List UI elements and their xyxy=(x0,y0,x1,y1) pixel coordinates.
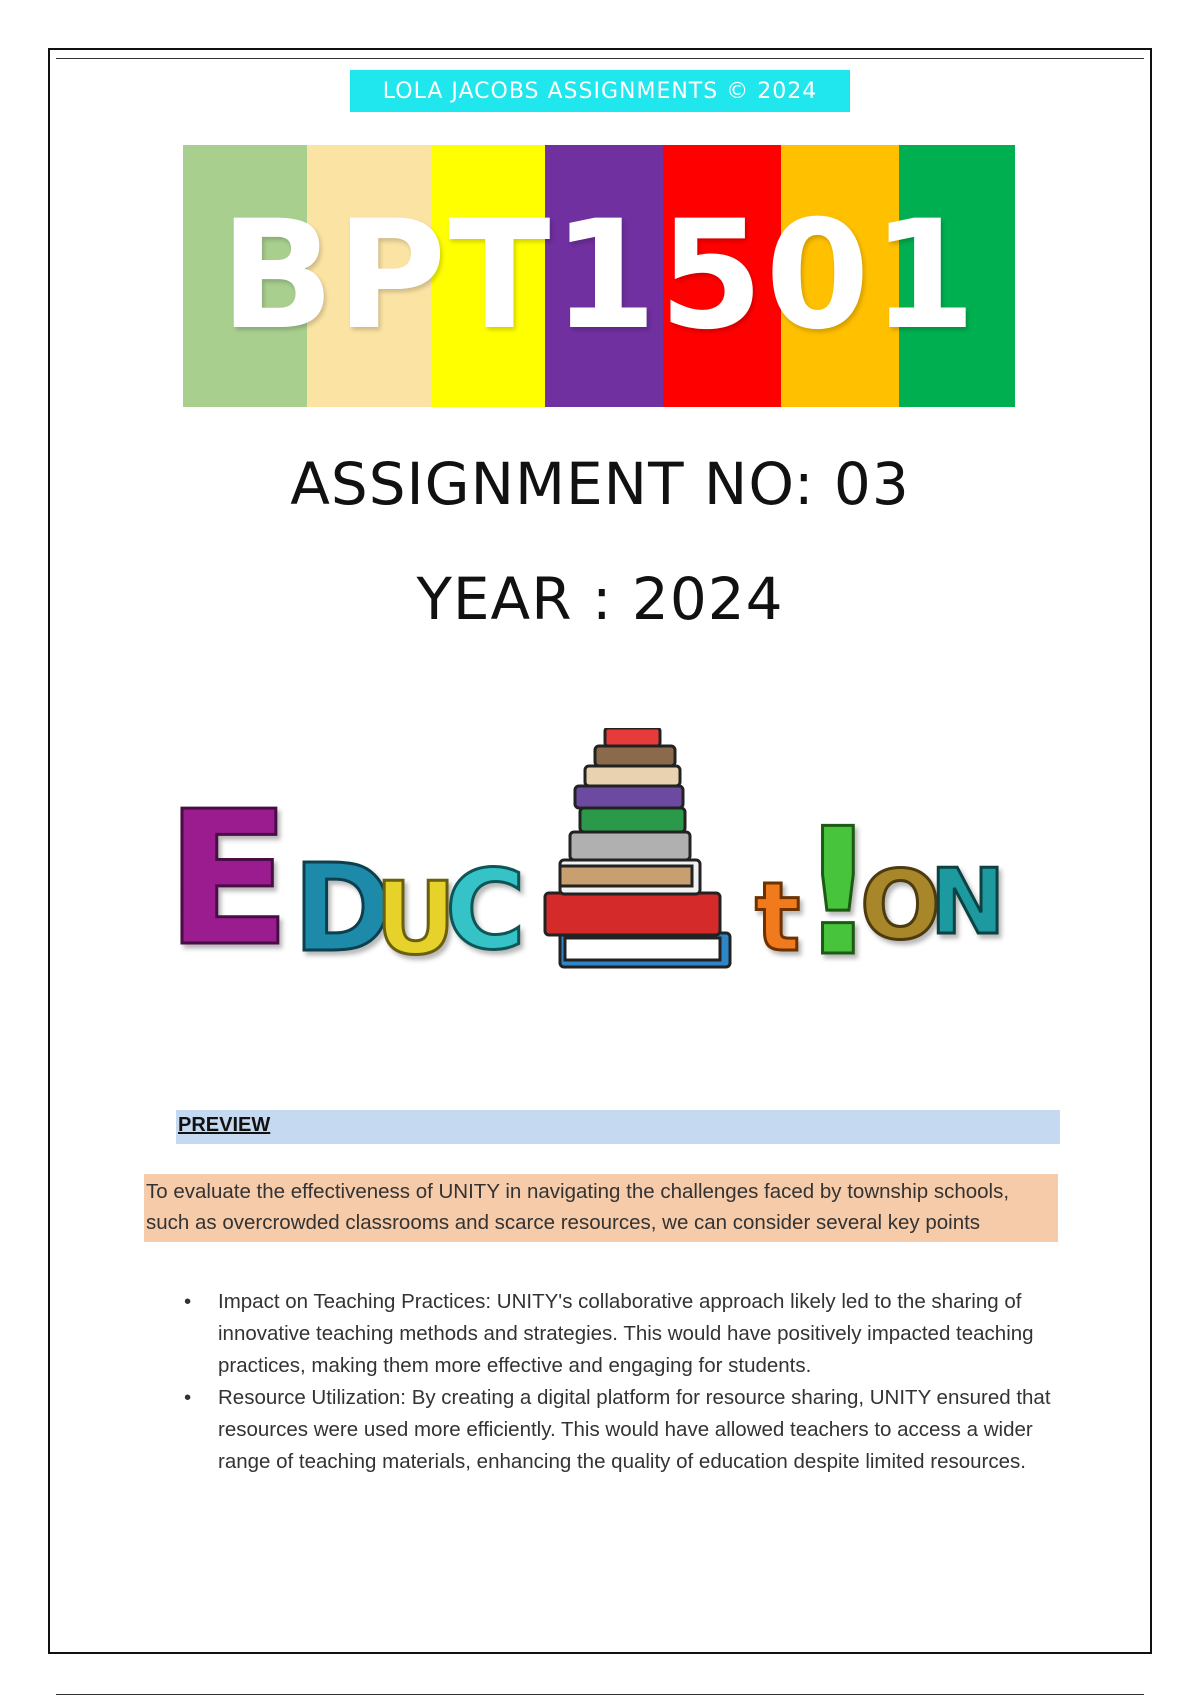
bottom-rule xyxy=(56,1694,1144,1695)
art-letter: N xyxy=(930,850,1006,955)
art-letter: E xyxy=(165,771,292,987)
preview-heading: PREVIEW xyxy=(178,1114,271,1136)
list-item xyxy=(176,1382,1066,1478)
art-letter: ! xyxy=(798,792,878,995)
bullet-text: Impact on Teaching Practices: UNITY's collaborative approach likely led to the sharing of innovative teaching methods and strategies. This would have positively impacted teaching practices, making them more effective and engaging for students. xyxy=(218,1290,1034,1377)
course-code: BPT1501 xyxy=(219,189,979,363)
art-letter: t xyxy=(755,863,801,973)
course-code-banner xyxy=(183,145,1015,407)
assignment-year: YEAR : 2024 xyxy=(416,565,784,633)
book-stack-icon xyxy=(545,728,730,967)
preview-heading-bar xyxy=(176,1110,1060,1144)
top-rule xyxy=(56,58,1144,59)
assignment-number: ASSIGNMENT NO: 03 xyxy=(290,450,910,518)
intro-paragraph: To evaluate the effectiveness of UNITY in navigating the challenges faced by township schools, such as overcrowded classrooms and scarce resources, we can consider several key points xyxy=(144,1174,1058,1242)
art-letter: O xyxy=(860,851,941,961)
art-letter: D xyxy=(293,840,393,979)
bullet-text: Resource Utilization: By creating a digital platform for resource sharing, UNITY ensured that resources were used more efficiently. This would have allowed teachers to access a wider range of teaching materials, enhancing the quality of education despite limited resources. xyxy=(218,1386,1051,1473)
bullet-dot: • xyxy=(184,1386,192,1409)
bullet-dot: • xyxy=(184,1290,192,1313)
art-letter: U xyxy=(375,860,457,977)
education-clipart xyxy=(165,728,1035,998)
art-letter: C xyxy=(445,846,526,974)
bullet-list xyxy=(176,1286,1066,1478)
list-item xyxy=(176,1286,1066,1382)
copyright-banner: LOLA JACOBS ASSIGNMENTS © 2024 xyxy=(350,70,850,112)
